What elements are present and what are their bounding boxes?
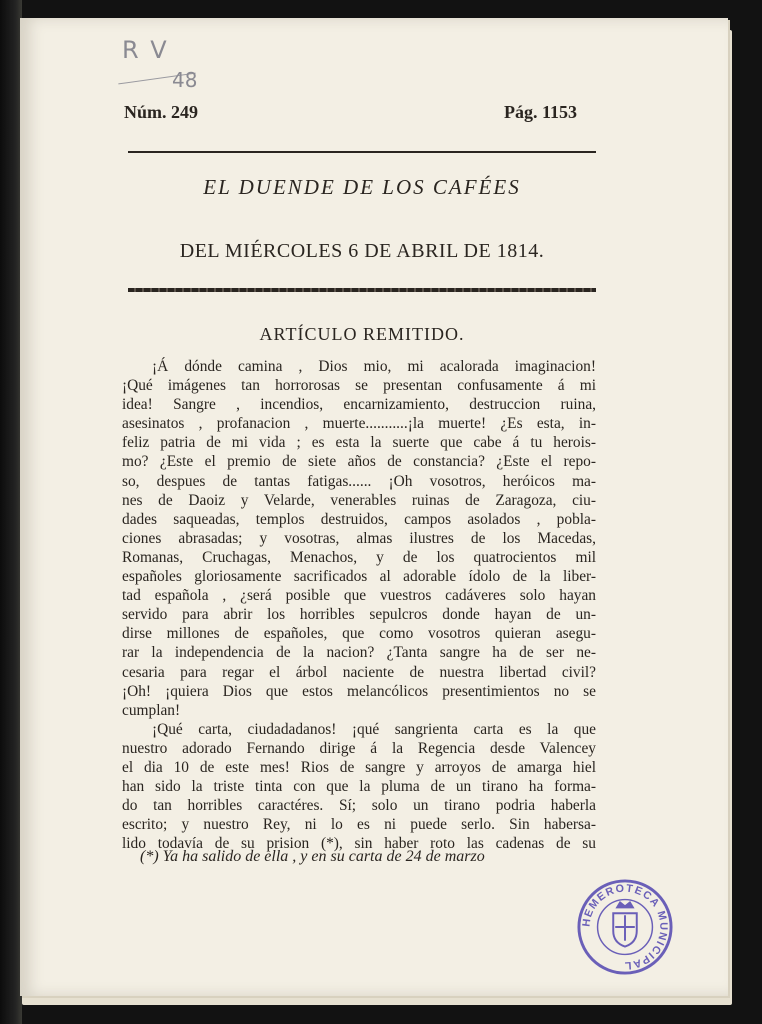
body-line: nuestro adorado Fernando dirige á la Regencia desde Valencey [122, 739, 596, 757]
library-stamp [576, 878, 674, 976]
body-line: cumplan! [122, 701, 181, 719]
body-line: españoles gloriosamente sacrificados al adorable ídolo de la liber- [122, 568, 596, 586]
body-line: idea! Sangre , incendios, encarnizamiento, destruccion ruina, [122, 396, 596, 414]
body-line: ¡Qué imágenes tan horrorosas se presentan confusamente á mi [122, 377, 596, 395]
body-line: han sido la triste tinta con que la pluma de un tirano ha forma- [122, 778, 596, 796]
body-line: ¡Oh! ¡quiera Dios que estos melancólicos presentimientos no se [122, 682, 596, 700]
pencil-number: 48 [172, 68, 198, 92]
footnote: (*) Ya ha salido de ella , y en su carta de 24 de marzo [140, 848, 485, 865]
body-line: do tan horribles caractéres. Sí; solo un tirano podria haberla [122, 797, 596, 815]
body-line: mo? ¿Este el premio de siete años de constancia? ¿Este el repo- [122, 453, 596, 471]
body-line: ciones abrasadas; y vosotras, almas ilustres de los Macedas, [122, 529, 596, 547]
body-line: Romanas, Cruchagas, Menachos, y de los quatrocientos mil [122, 548, 596, 566]
body-line: feliz patria de mi vida ; es esta la suerte que cabe á tu herois- [122, 434, 596, 452]
body-line: cesaria para regar el árbol naciente de nuestra libertad civil? [122, 663, 596, 681]
date-line: DEL MIÉRCOLES 6 DE ABRIL DE 1814. [179, 240, 545, 262]
body-line: asesinatos , profanacion , muerte...........¡la muerte! ¿Es esta, in- [122, 415, 596, 433]
newspaper-title: EL DUENDE DE LOS CAFÉES [203, 175, 521, 199]
shield-icon [613, 903, 637, 947]
stamp-label: HEMEROTECA MUNICIPAL [580, 882, 670, 972]
body-line: servido para abrir los horribles sepulcros donde hayan de un- [122, 606, 596, 624]
body-line: nes de Daoiz y Velarde, venerables ruinas de Zaragoza, ciu- [122, 491, 596, 509]
body-line: escrito; y nuestro Rey, ni lo es ni puede serlo. Sin habersa- [122, 816, 596, 834]
article-body [122, 357, 596, 853]
body-line: tad española , ¿será posible que vuestros cadáveres solo hayan [122, 587, 596, 605]
section-title: ARTÍCULO REMITIDO. [259, 324, 465, 344]
body-line: ¡Qué carta, ciudadadanos! ¡qué sangrienta carta es la que [152, 720, 596, 738]
body-line: rar la independencia de la nacion? ¿Tanta sangre ha de ser ne- [122, 644, 596, 662]
pencil-annotation: R V [122, 36, 169, 64]
body-line: so, despues de tantas fatigas...... ¡Oh vosotros, heróicos ma- [122, 472, 596, 490]
book-spine [0, 0, 22, 1024]
page-number: Pág. 1153 [504, 102, 578, 122]
body-line: dirse millones de españoles, que como vosotros quieran asegu- [122, 625, 596, 643]
body-line: el dia 10 de este mes! Rios de sangre y arroyos de amarga hiel [122, 758, 596, 776]
body-line: lido todavía de su prision (*), sin haber roto las cadenas de su [122, 835, 596, 853]
title-rule [128, 288, 596, 292]
body-line: ¡Á dónde camina , Dios mio, mi acalorada imaginacion! [152, 358, 596, 375]
issue-number: Núm. 249 [124, 102, 199, 122]
body-line: dades saqueadas, templos destruidos, campos asolados , pobla- [122, 510, 596, 528]
header-rule [128, 151, 596, 153]
document-page [20, 18, 728, 996]
